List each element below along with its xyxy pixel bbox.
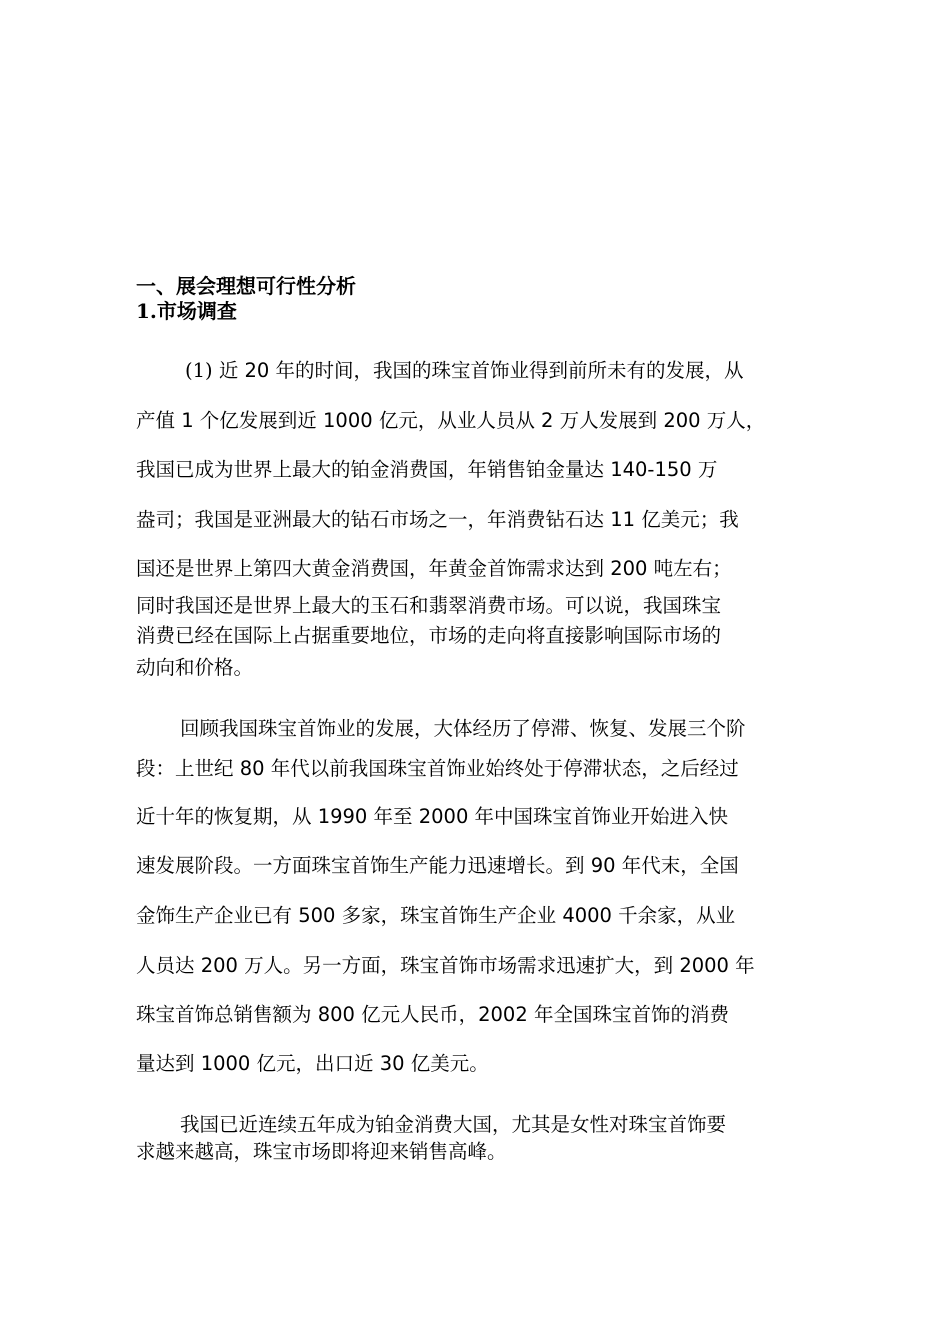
paragraph2-line: 珠宝首饰总销售额为 800 亿元人民币，2002 年全国珠宝首饰的消费: [136, 1003, 729, 1026]
paragraph2-line: 回顾我国珠宝首饰业的发展，大体经历了停滞、恢复、发展三个阶: [180, 717, 746, 740]
paragraph2-line: 近十年的恢复期，从 1990 年至 2000 年中国珠宝首饰业开始进入快: [136, 805, 729, 828]
paragraph-marker: (1): [185, 359, 213, 382]
section-heading: 一、展会理想可行性分析: [136, 274, 356, 298]
paragraph2-line: 金饰生产企业已有 500 多家，珠宝首饰生产企业 4000 千余家，从业: [136, 904, 736, 927]
paragraph3-line: 我国已近连续五年成为铂金消费大国，尤其是女性对珠宝首饰要: [180, 1113, 727, 1136]
paragraph1-line: 动向和价格。: [136, 656, 254, 679]
paragraph1-line-text: 近 20 年的时间，我国的珠宝首饰业得到前所未有的发展，从: [212, 359, 744, 382]
paragraph1-line: 消费已经在国际上占据重要地位，市场的走向将直接影响国际市场的: [136, 624, 722, 647]
paragraph1-line: 盎司；我国是亚洲最大的钻石市场之一，年消费钻石达 11 亿美元；我: [136, 508, 739, 531]
paragraph2-line: 段：上世纪 80 年代以前我国珠宝首饰业始终处于停滞状态，之后经过: [136, 757, 739, 780]
subsection-heading: 1.市场调查: [136, 299, 237, 323]
paragraph1-line: 同时我国还是世界上最大的玉石和翡翠消费市场。可以说，我国珠宝: [136, 594, 722, 617]
paragraph1-line: [185, 358, 744, 384]
paragraph1-line: 国还是世界上第四大黄金消费国，年黄金首饰需求达到 200 吨左右；: [136, 557, 732, 580]
paragraph2-line: 人员达 200 万人。另一方面，珠宝首饰市场需求迅速扩大，到 2000 年: [136, 954, 755, 977]
paragraph2-line: 速发展阶段。一方面珠宝首饰生产能力迅速增长。到 90 年代末，全国: [136, 854, 739, 877]
paragraph3-line: 求越来越高，珠宝市场即将迎来销售高峰。: [136, 1140, 507, 1163]
paragraph1-line: 我国已成为世界上最大的铂金消费国，年销售铂金量达 140-150 万: [136, 458, 718, 481]
paragraph2-line: 量达到 1000 亿元，出口近 30 亿美元。: [136, 1052, 489, 1075]
paragraph1-line: 产值 1 个亿发展到近 1000 亿元，从业人员从 2 万人发展到 200 万人，: [136, 409, 766, 432]
